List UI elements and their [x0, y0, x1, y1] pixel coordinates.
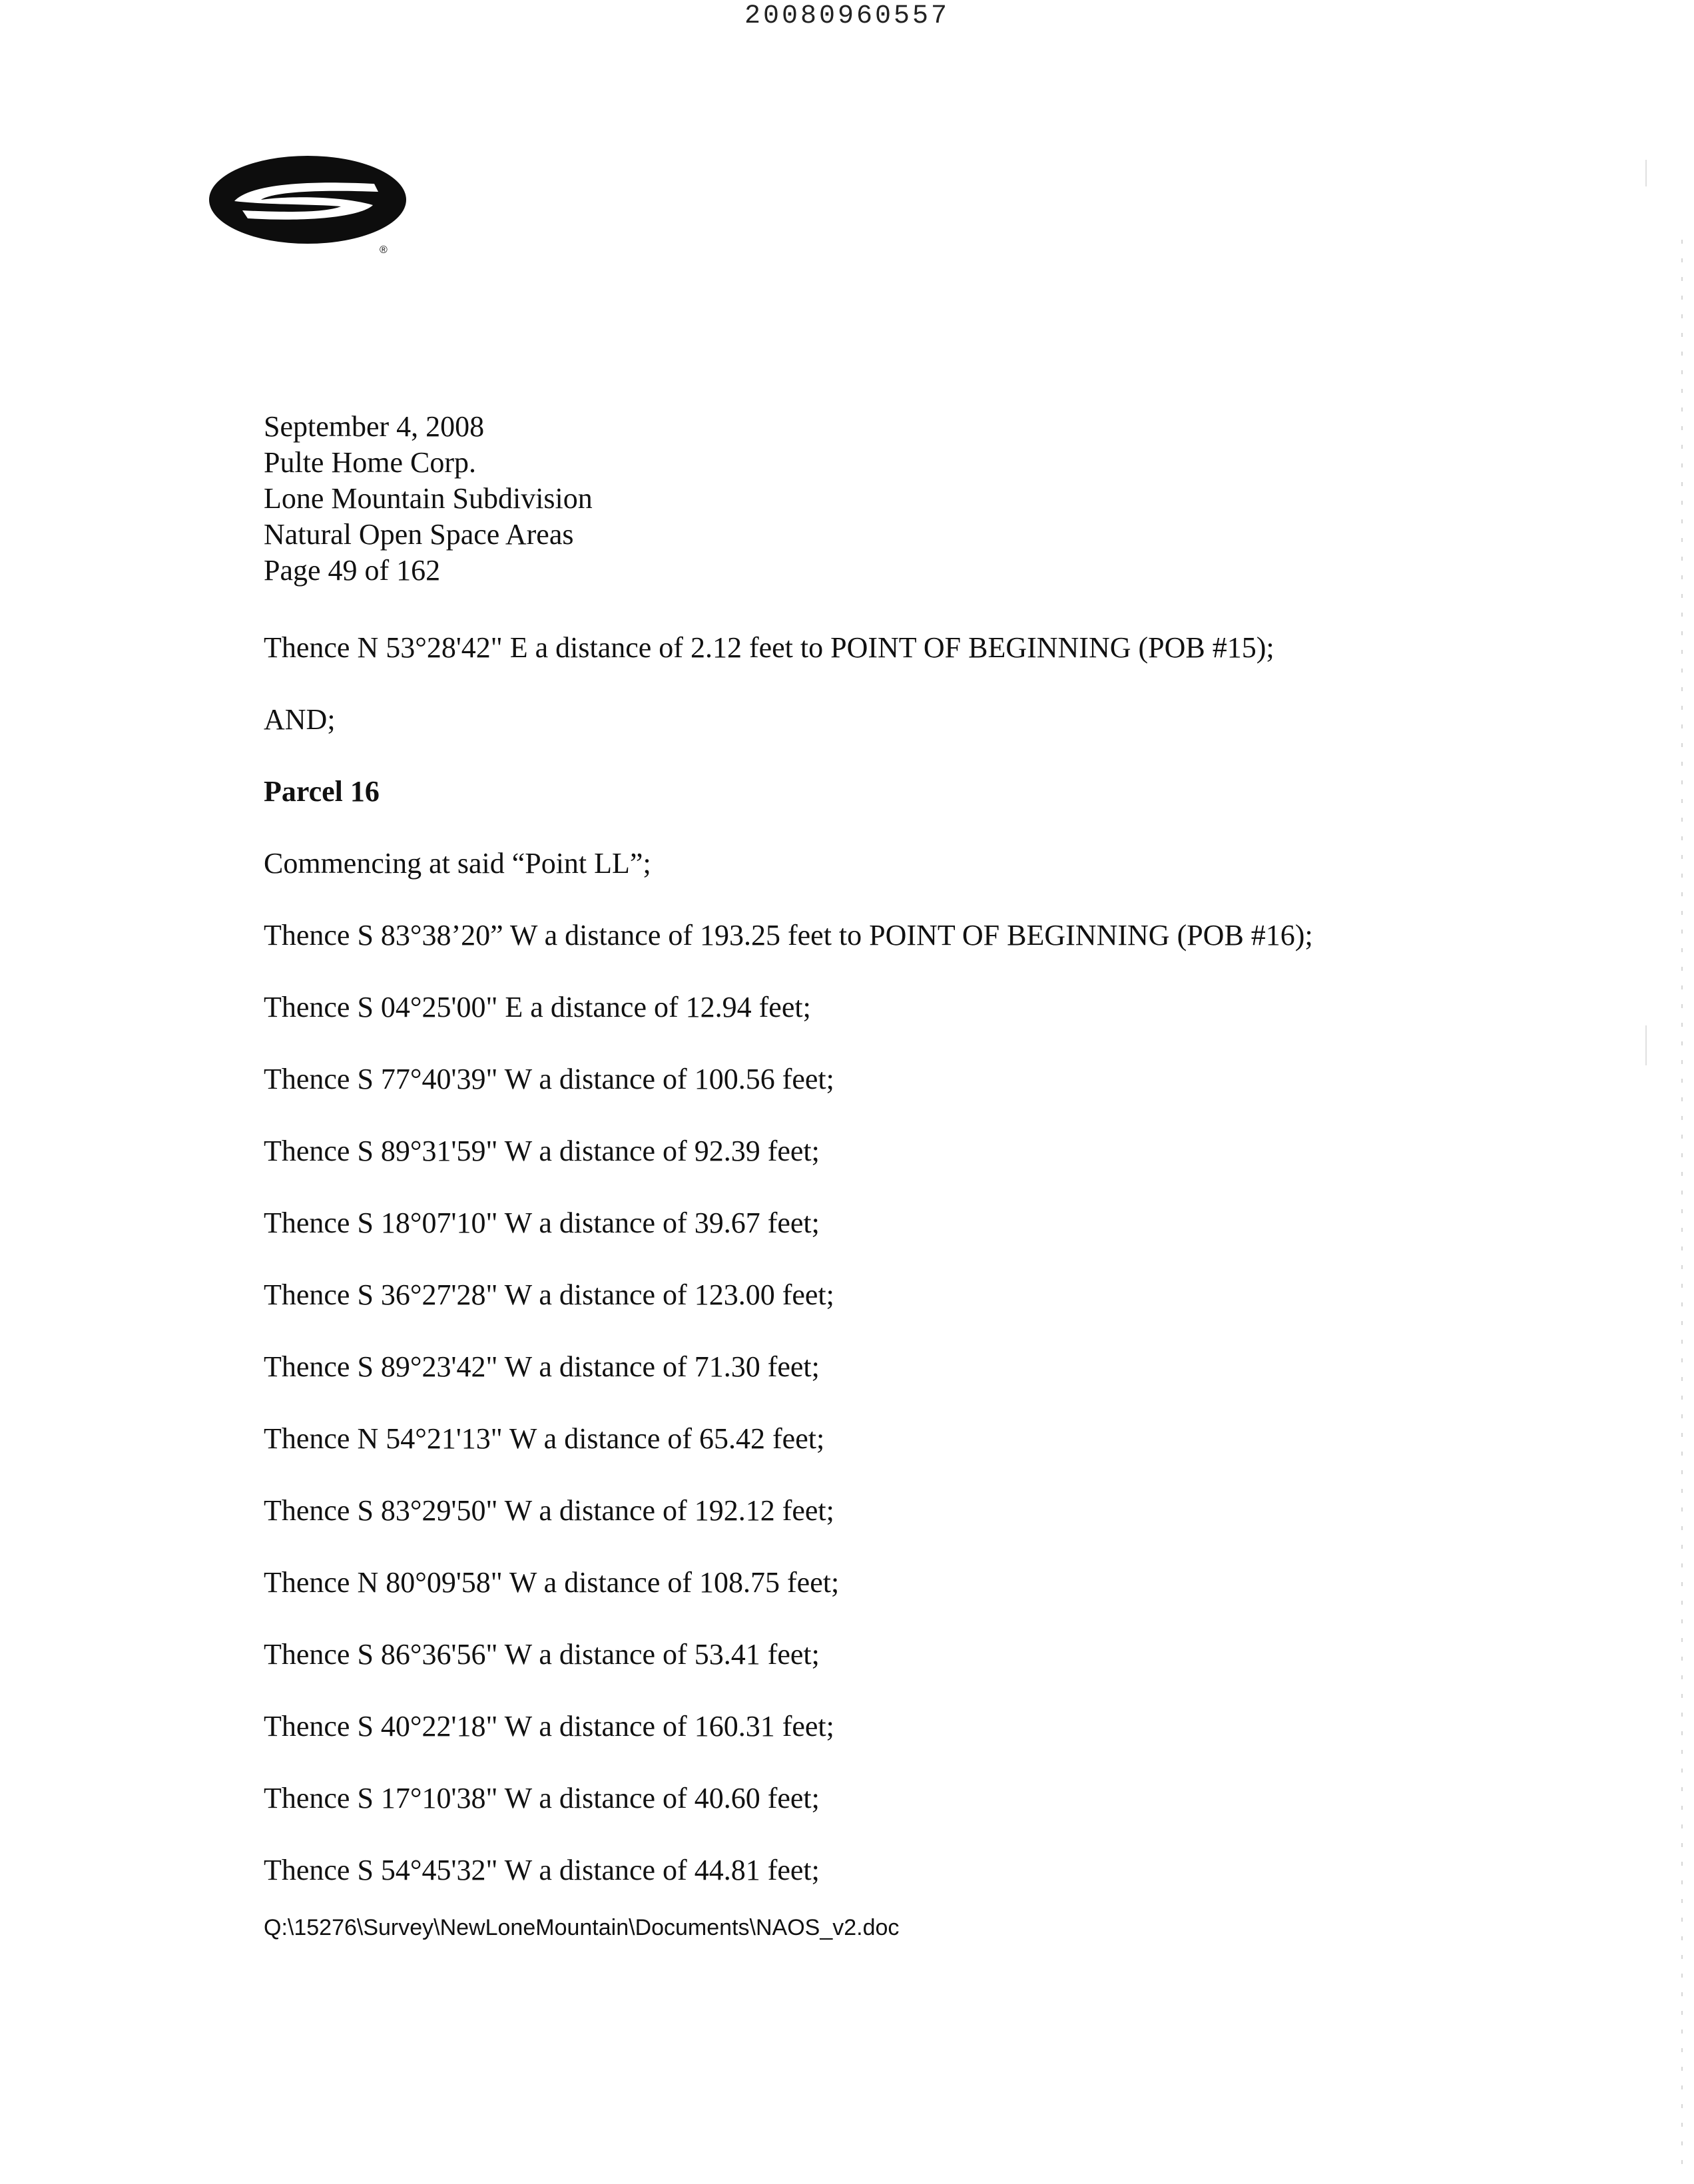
header-subdivision: Lone Mountain Subdivision	[264, 482, 593, 515]
course-line: Thence S 83°29'50" W a distance of 192.12 feet;	[264, 1494, 834, 1527]
course-line: Thence S 17°10'38" W a distance of 40.60 feet;	[264, 1782, 820, 1814]
course-line: Thence N 54°21'13" W a distance of 65.42 feet;	[264, 1422, 825, 1455]
header-date: September 4, 2008	[264, 410, 485, 443]
commencing-line: Commencing at said “Point LL”;	[264, 847, 651, 880]
course-line: Thence S 18°07'10" W a distance of 39.67 feet;	[264, 1207, 820, 1239]
course-line: Thence S 89°23'42" W a distance of 71.30 feet;	[264, 1350, 820, 1383]
parcel-heading: Parcel 16	[264, 775, 380, 808]
course-line: Thence S 89°31'59" W a distance of 92.39 feet;	[264, 1135, 820, 1167]
letter-header	[264, 409, 593, 589]
header-area: Natural Open Space Areas	[264, 518, 574, 551]
course-line: Thence N 80°09'58" W a distance of 108.75 feet;	[264, 1566, 840, 1599]
document-number: 20080960557	[744, 1, 950, 31]
header-page-number: Page 49 of 162	[264, 554, 441, 587]
footer-file-path: Q:\15276\Survey\NewLoneMountain\Documents\NAOS_v2.doc	[264, 1915, 900, 1940]
course-line: Thence S 54°45'32" W a distance of 44.81 feet;	[264, 1854, 820, 1886]
course-line: Thence S 04°25'00" E a distance of 12.94 feet;	[264, 991, 811, 1023]
pob15-line: Thence N 53°28'42" E a distance of 2.12 feet to POINT OF BEGINNING (POB #15);	[264, 631, 1274, 664]
registered-mark: ®	[380, 244, 388, 256]
course-line: Thence S 36°27'28" W a distance of 123.00 feet;	[264, 1278, 834, 1311]
header-company: Pulte Home Corp.	[264, 446, 476, 479]
company-s-logo-icon	[208, 153, 414, 260]
course-line: Thence S 77°40'39" W a distance of 100.56 feet;	[264, 1063, 834, 1095]
course-line: Thence S 86°36'56" W a distance of 53.41 feet;	[264, 1638, 820, 1671]
scan-edge-marks	[1627, 0, 1694, 2184]
course-line: Thence S 40°22'18" W a distance of 160.31 feet;	[264, 1710, 834, 1743]
and-line: AND;	[264, 703, 336, 736]
course-line: Thence S 83°38’20” W a distance of 193.25 feet to POINT OF BEGINNING (POB #16);	[264, 919, 1313, 952]
